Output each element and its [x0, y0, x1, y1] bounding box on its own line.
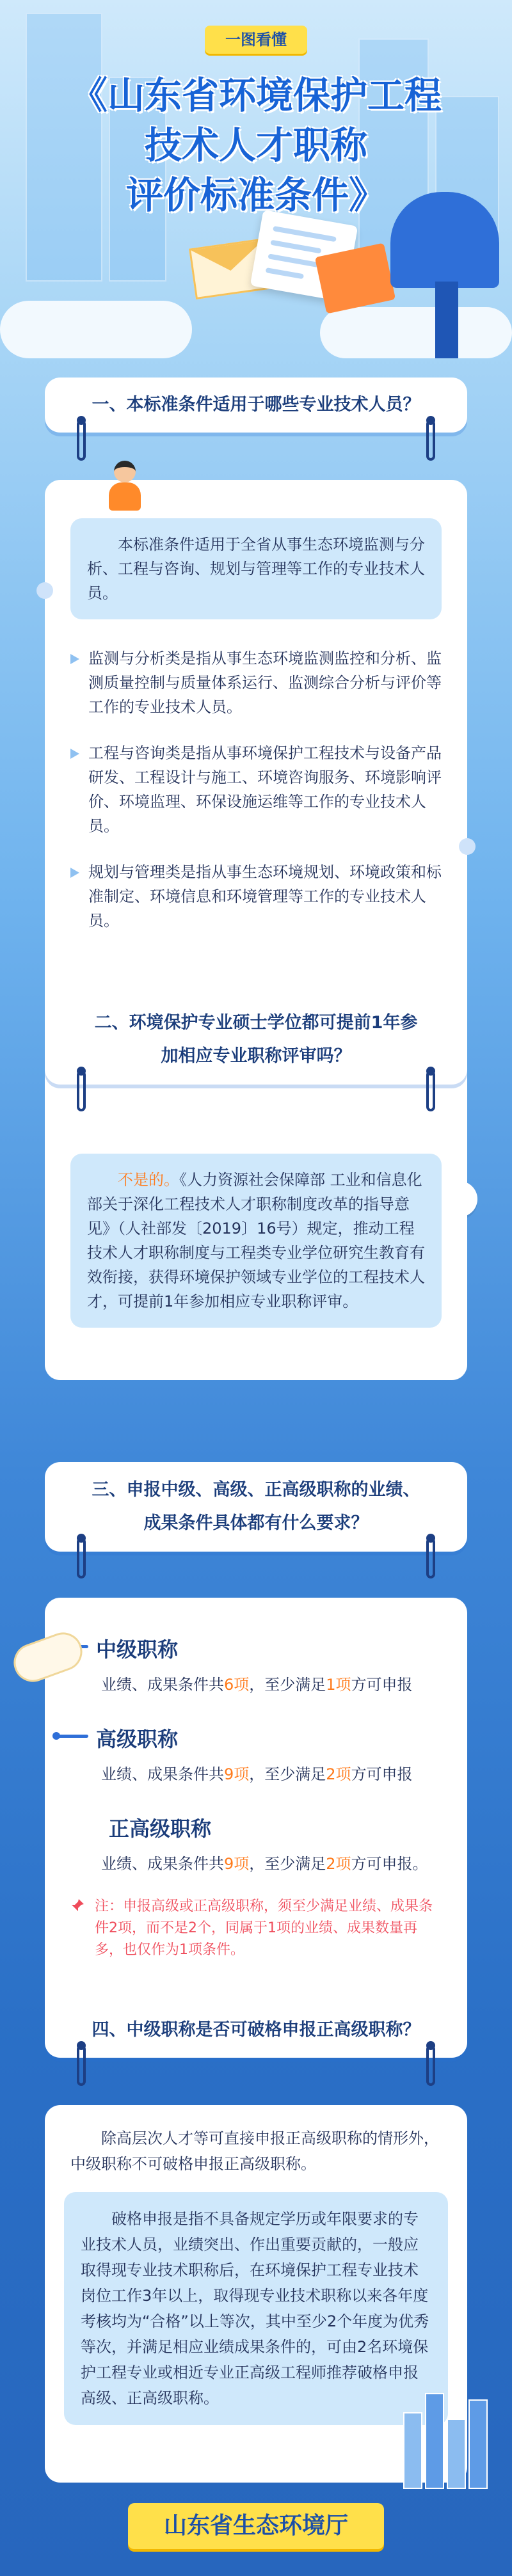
- answer-body: 《人力资源社会保障部 工业和信息化部关于深化工程技术人才职称制度改革的指导意见》（人社部发〔2019〕16号）规定，推动工程技术人才职称制度与工程类专业学位研究生教育有效衔接，获得环境保护领域专业学位的工程技术人才，可提前1年参加相应专业职称评审。: [87, 1171, 425, 1310]
- answer-text: [70, 1154, 442, 1328]
- level-heading: 中级职称: [70, 1634, 442, 1663]
- side-dot: [459, 838, 476, 855]
- answer-3: [45, 1598, 467, 2052]
- question-3: [45, 1462, 467, 1552]
- binder-ring: [426, 1538, 435, 1578]
- question-text: 成果条件具体都有什么要求？: [143, 1513, 369, 1533]
- title-line: 《山东省环境保护工程: [70, 74, 442, 117]
- binder-ring: [426, 2045, 435, 2086]
- question-text: 加相应专业职称评审吗？: [161, 1046, 351, 1066]
- binder-ring: [426, 420, 435, 461]
- question-4: [45, 2003, 467, 2058]
- question-text: 三、申报中级、高级、正高级职称的业绩、: [92, 1480, 420, 1500]
- question-text: 二、环境保护专业硕士学位都可提前1年参: [94, 1013, 418, 1033]
- level-text: 业绩、成果条件共9项，至少满足2项方可申报。: [101, 1855, 428, 1873]
- question-text: 一、本标准条件适用于哪些专业技术人员？: [92, 395, 420, 415]
- mailbox-post: [435, 282, 458, 358]
- list-item: 规划与管理类是指从事生态环境规划、环境政策和标准制定、环境信息和环境管理等工作的专业技术人员。: [70, 860, 442, 933]
- question-1: [45, 378, 467, 433]
- binder-ring: [77, 1538, 86, 1578]
- header: [0, 0, 512, 358]
- pin-icon: [70, 1898, 84, 1912]
- side-dot: [36, 582, 53, 599]
- cloud-illustration: [0, 301, 192, 358]
- answer-paragraph: 破格申报是指不具备规定学历或年限要求的专业技术人员，业绩突出、作出重要贡献的，一般应取得现专业技术职称后，在环境保护工程专业技术岗位工作3年以上，取得现专业技术职称以来各年度考核均为“合格”以上等次，其中至少2个年度为优秀等次，并满足相应业绩成果条件的，可由2名环境保护工程专业或相近专业正高级工程师推荐破格申报高级、正高级职称。: [64, 2192, 448, 2425]
- level-text: 业绩、成果条件共6项，至少满足1项方可申报: [101, 1676, 413, 1694]
- binder-ring: [77, 1070, 86, 1111]
- answer-paragraph: 除高层次人才等可直接申报正高级职称的情形外，中级职称不可破格申报正高级职称。: [70, 2129, 439, 2173]
- binder-ring: [426, 1070, 435, 1111]
- question-text: 四、中级职称是否可破格申报正高级职称？: [92, 2020, 420, 2040]
- level-heading: 高级职称: [70, 1723, 442, 1753]
- person-illustration: [102, 461, 147, 512]
- binder-ring: [77, 420, 86, 461]
- footer-org: 山东省生态环境厅: [128, 2503, 384, 2549]
- books-illustration: [397, 2380, 499, 2489]
- note: 注：申报高级或正高级职称，须至少满足业绩、成果条件2项，而不是2个，同属于1项的业绩、成果数量再多，也仅作为1项条件。: [70, 1896, 442, 1961]
- answer-1: [45, 480, 467, 1203]
- cloud-illustration: [320, 307, 512, 358]
- answer-2: [45, 1131, 467, 1380]
- mailbox-icon: [390, 192, 499, 288]
- question-2: [45, 995, 467, 1085]
- level-heading: 正高级职称: [109, 1817, 212, 1841]
- header-tag: 一图看懂: [205, 26, 307, 54]
- level-text: 业绩、成果条件共9项，至少满足2项方可申报: [101, 1765, 413, 1783]
- title-line: 评价标准条件》: [125, 173, 386, 217]
- list-item: 工程与咨询类是指从事环境保护工程技术与设备产品研发、工程设计与施工、环境咨询服务、环境影响评价、环境监理、环保设施运维等工作的专业技术人员。: [70, 741, 442, 838]
- intro-text: 本标准条件适用于全省从事生态环境监测与分析、工程与咨询、规划与管理等工作的专业技术人员。: [70, 518, 442, 619]
- answer-lead: 不是的。: [118, 1171, 179, 1189]
- title-line: 技术人才职称: [144, 123, 367, 167]
- list-item: 监测与分析类是指从事生态环境监测监控和分析、监测质量控制与质量体系运行、监测综合分析与评价等工作的专业技术人员。: [70, 646, 442, 719]
- binder-ring: [77, 2045, 86, 2086]
